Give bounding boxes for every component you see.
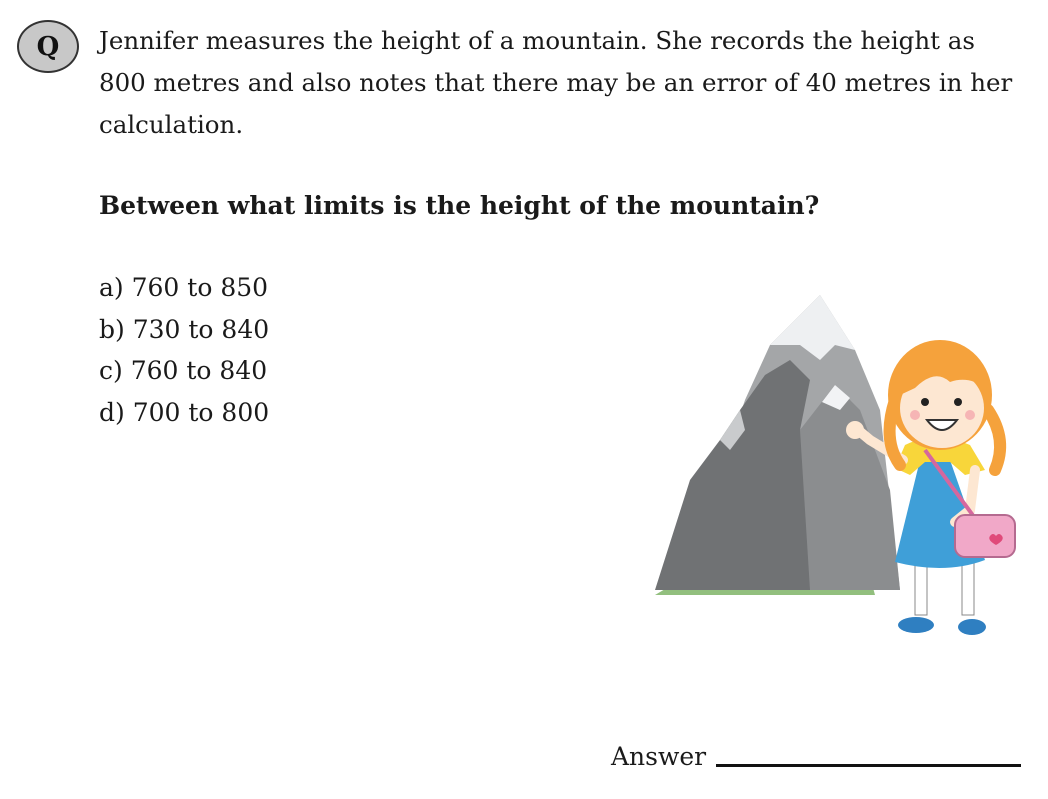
girl-left-shoe [898,617,934,633]
option-b[interactable]: b) 730 to 840 [99,314,270,344]
answer-label: Answer [611,742,707,771]
answer-options [99,267,269,433]
girl-right-pigtail [988,410,1000,470]
girl-left-cheek [910,410,920,420]
girl-left-leg [915,560,927,615]
girl-bag [955,515,1015,557]
girl-right-eye [954,398,962,406]
question-text: Jennifer measures the height of a mountain. She records the height as 800 metres and also notes that there may be an error of 40 metres in her calculation. [99,26,1013,139]
question-badge-icon: Q [17,20,79,73]
option-d[interactable]: d) 700 to 800 [99,397,270,427]
girl-right-cheek [965,410,975,420]
question-prompt: Between what limits is the height of the mountain? [99,191,820,220]
option-c[interactable]: c) 760 to 840 [99,356,268,385]
girl-left-eye [921,398,929,406]
girl-with-mountain-illustration [650,290,1030,640]
girl-hand [846,421,864,439]
girl-right-shoe [958,619,986,635]
option-a[interactable]: a) 760 to 850 [99,273,269,302]
girl-right-leg [962,560,974,615]
answer-input-line[interactable] [716,764,1021,767]
